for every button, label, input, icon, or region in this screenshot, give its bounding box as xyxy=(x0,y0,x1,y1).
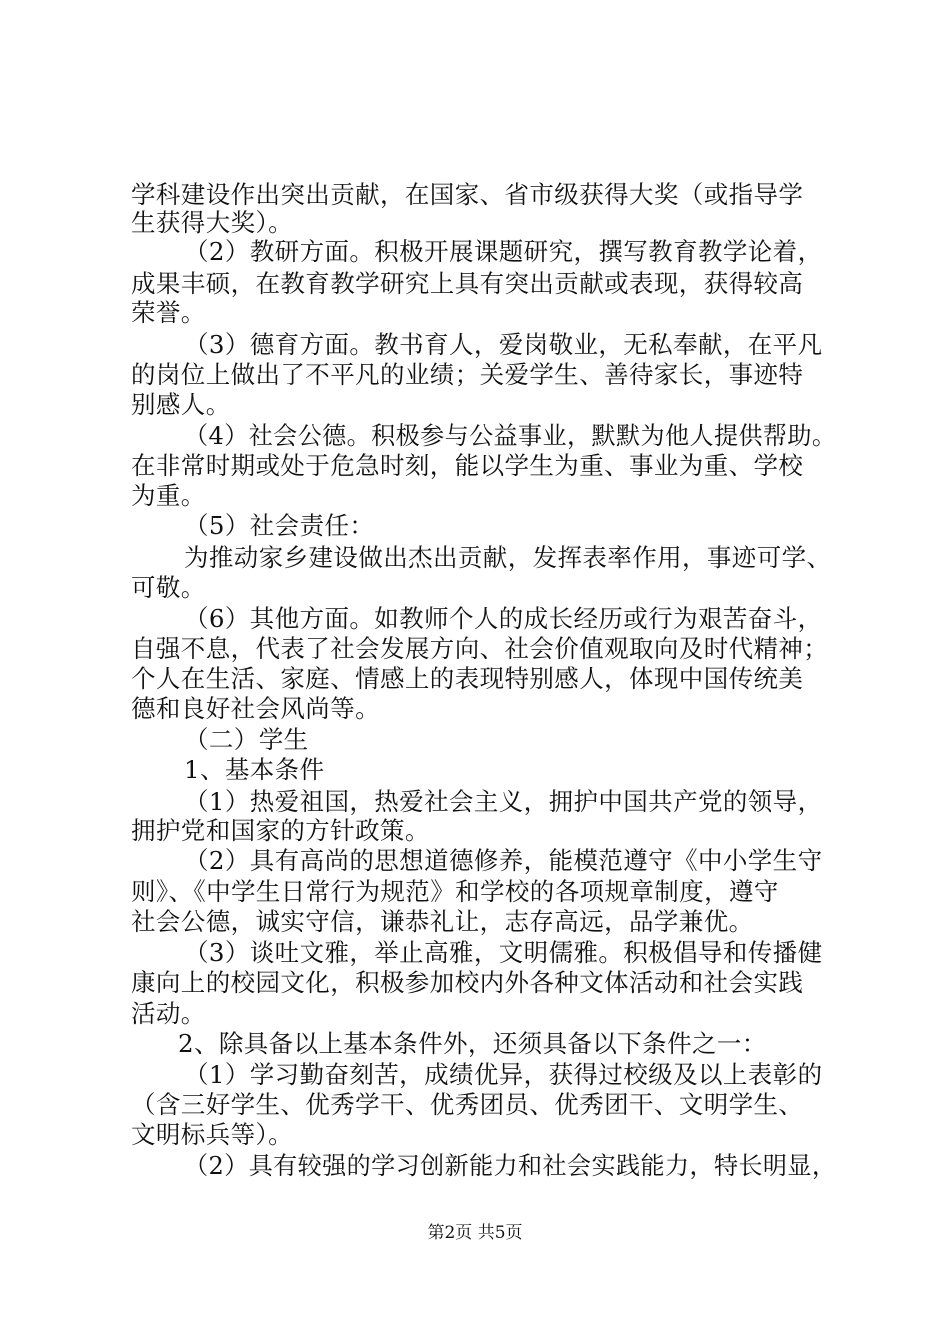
text-line: 可敬。 xyxy=(131,573,206,602)
text-line: （6）其他方面。如教师个人的成长经历或行为艰苦奋斗， xyxy=(184,604,823,633)
text-line: 为推动家乡建设做出杰出贡献，发挥表率作用，事迹可学、 xyxy=(184,543,832,572)
text-line: 学科建设作出突出贡献，在国家、省市级获得大奖（或指导学 xyxy=(131,180,804,209)
text-line: 个人在生活、家庭、情感上的表现特别感人，体现中国传统美 xyxy=(131,664,804,693)
text-line: 拥护党和国家的方针政策。 xyxy=(131,816,430,845)
text-line: 活动。 xyxy=(131,999,206,1028)
text-line: （4）社会公德。积极参与公益事业，默默为他人提供帮助。 xyxy=(184,421,837,450)
subsection-heading: 1、基本条件 xyxy=(184,755,325,784)
text-line: （1）热爱祖国，热爱社会主义，拥护中国共产党的领导， xyxy=(184,787,823,816)
text-line: 则》、《中学生日常行为规范》和学校的各项规章制度，遵守 xyxy=(131,877,779,906)
text-line: （2）教研方面。积极开展课题研究，撰写教育教学论着， xyxy=(184,237,823,266)
text-line: （5）社会责任： xyxy=(184,511,375,540)
text-line: 德和良好社会风尚等。 xyxy=(131,694,380,723)
text-line: 的岗位上做出了不平凡的业绩；关爱学生、善待家长，事迹特 xyxy=(131,360,804,389)
text-line: 为重。 xyxy=(131,481,206,510)
text-line: （2）具有较强的学习创新能力和社会实践能力，特长明显， xyxy=(184,1151,837,1180)
page-footer: 第2页 共5页 xyxy=(427,1223,523,1243)
text-line: （2）具有高尚的思想道德修养，能模范遵守《中小学生守 xyxy=(184,846,823,875)
section-heading: （二）学生 xyxy=(184,725,309,754)
text-line: 成果丰硕，在教育教学研究上具有突出贡献或表现，获得较高 xyxy=(131,269,804,298)
subsection-heading: 2、除具备以上基本条件外，还须具备以下条件之一： xyxy=(178,1029,767,1058)
text-line: （含三好学生、优秀学干、优秀团员、优秀团干、文明学生、 xyxy=(131,1090,804,1119)
text-line: 荣誉。 xyxy=(131,298,206,327)
text-line: 自强不息，代表了社会发展方向、社会价值观取向及时代精神； xyxy=(131,634,829,663)
text-line: 在非常时期或处于危急时刻，能以学生为重、事业为重、学校 xyxy=(131,451,804,480)
text-line: 生获得大奖）。 xyxy=(131,208,294,237)
text-line: 别感人。 xyxy=(131,390,231,419)
text-line: 社会公德，诚实守信，谦恭礼让，志存高远，品学兼优。 xyxy=(131,907,754,936)
text-line: （1）学习勤奋刻苦，成绩优异，获得过校级及以上表彰的 xyxy=(184,1060,823,1089)
text-line: （3）谈吐文雅，举止高雅，文明儒雅。积极倡导和传播健 xyxy=(184,938,823,967)
text-line: 文明标兵等）。 xyxy=(131,1120,294,1149)
text-line: （3）德育方面。教书育人，爱岗敬业，无私奉献，在平凡 xyxy=(184,330,823,359)
text-line: 康向上的校园文化，积极参加校内外各种文体活动和社会实践 xyxy=(131,968,804,997)
